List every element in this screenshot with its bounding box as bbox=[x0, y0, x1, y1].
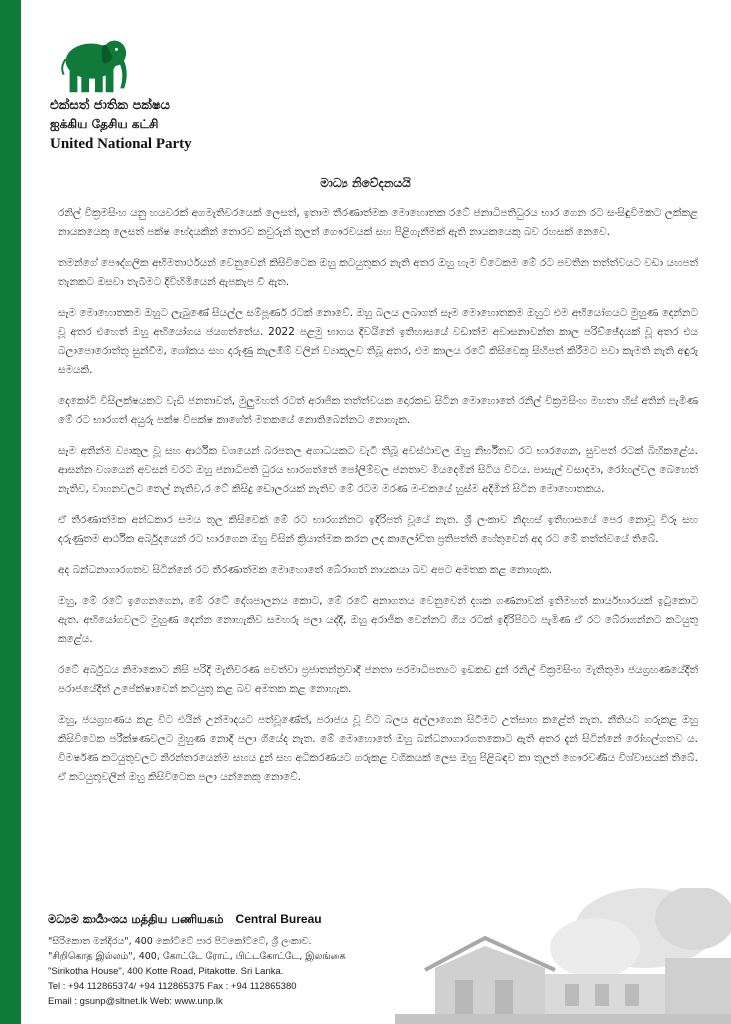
brand-side-bar bbox=[0, 0, 21, 1024]
headquarters-building-image bbox=[395, 888, 731, 1024]
paragraph: තමන්ගේ පෞද්ගලික අභිමතාර්ථයන් වෙනුවෙන් කිසිවිටෙක ඔහු කටයුතුකර නැති අතර ඔහු හැම විටෙකම මේ රට පවතින තත්ත්වයට වඩා යහපත් තැනකට ඔසවා තැබීමට දිවිහිමියෙන් ඇපකැප වී ඇත. bbox=[58, 257, 698, 288]
document-title: මාධ්‍ය නිවේදනයයි bbox=[320, 176, 411, 190]
paragraph: ඔහු, ජයග්‍රහණය කළ විට එයින් උන්මාදයට පත්වූණේත්, පරාජය වූ විට බලය අල්ලාගෙන සිටීමට උත්සාහ කළේත් නැත. නීතියට ගරුකළ ඔහු කිසිවිටෙක පරීක්ෂණවලට මුහුණ නොදී පලා ගියේද නැත. මේ මොහොතේ ඔහු බන්ධනාගාරගතකොට ඇති අතර දැන් සිටින්නේ රෝහල්ගතව ය. විමර්ෂණ කටයුතුවලට නිරන්තරයෙන්ම සහය දුන් සහ අධිකරණයට ගරුකළ වගිකයක් ලෙස ඔහු පිළිබඳව කා තුලත් ගෞරවණීය විශ්වාසයක් තිබේ. ඒ කටයුතුවලින් ඔහු කිසිවිටෙක පලා යන්නෙකු නොවේ. bbox=[58, 714, 698, 783]
address-english: "Sirikotha House", 400 Kotte Road, Pitakotte. Sri Lanka. bbox=[48, 966, 284, 977]
paragraph: ඒ තීරණාත්මක අන්ධකාර සමය තුල කිසිවෙක් මේ රට භාරගන්නට ඉදිරිපත් වූයේ නැත. ශ්‍රී ලංකාව නිදහස් ඉතිහාසයේ පෙර නොවූ විරූ සහ දරුණුතම ආර්ථික අර්බුදයෙන් රට භාරගෙන ඔහු විසින් ක්‍රියාත්මක කරන ලද කාලෝචිත ප්‍රතිපත්ති හේතුවෙන් අද රට මේ තත්ත්වයේ තිබේ. bbox=[58, 514, 698, 545]
address-sinhala: "සිරිකොත මන්දිරය", 400 කෝට්ටේ පාර පිටකෝට්ටේ, ශ්‍රී ලංකාව. bbox=[48, 936, 312, 947]
address-tamil: "சிறிகொத இல்லம்", 400, கோட்டே ரோட், பிட்டகோட்டே, இலங்கை bbox=[48, 951, 346, 962]
paragraph: සෑම අතින්ම ව්‍යාකූල වූ සහ ආර්ථික වශයෙන් බරපතල අගාධයකට වැටී තිබූ අවස්ථාවල ඔහු නිර්භීතව රට භාරගෙන, සුවපත් රටක් බිහිකළේය. ආසන්න වශයෙන් අවසන් වරට ඔහු ජනාධිපති ධුරය භාරගත්තේ පෝලිම්වල ජනතාව මියදෙමින් සිටිය විටය. පාසැල් වසාදමා, රෝහල්වල බෙහෙත් නැතිව, වාහනවලට තෙල් නැතිව,ර ටේ කිසිදු ඩොලරයක් නැතිව මේ රටම මරණ මංචකයේ හුස්ම අදිමින් සිටින මොහොතකය. bbox=[58, 445, 698, 495]
document-body bbox=[58, 204, 698, 799]
paragraph: සෑම මොහොතකම ඔහුට ලැබුණේ සියල්ල සම්පූර්ණ රටක් නොවේ. ඔහු බලය ලබාගත් සෑම මොහොතකම ඔහුට එම අභියෝගයට මුහුණ දෙන්නට වූ අතර එහෙත් ඔහු අභියෝගය ජයගත්තේය. 2022 පළමු භාගය දිවයිනේ ඉතිහාසයේ වඩාත්ම අවාසනාවන්ත කාල පරිච්ඡේදයක් වූ අතර එය බලාපොරොත්තු සුන්වීම, ශෝකය සහ දරුණු කැලඹීම් වලින් ව්‍යාකූලව තිබූ අතර, එම කාලය රටේ කිසිවෙකු සිහිපත් කිරීමට පවා කැමති නැති අඳුරු සමයකි. bbox=[58, 307, 698, 376]
paragraph: දෙකෝටි විසිලක්ෂයකට වැඩි ජනතාවත්, මුලුමහත් රටත් අරාජික තත්ත්වයක දොරකඩ සිටින මොහොතේ රනිල් වික්‍රමසිංහ මහතා හිස් අතින් පැමිණ මේ රට භාරගත් අයුරු පක්ෂ විපක්ෂ කාගේත් මතකයේ නොතිබෙන්නට නොහැක. bbox=[58, 395, 698, 426]
party-name-sinhala: එක්සත් ජාතික පක්ෂය bbox=[50, 98, 171, 113]
bureau-english-name: Central Bureau bbox=[235, 912, 322, 926]
party-name-english: United National Party bbox=[50, 136, 192, 152]
paragraph: අද බන්ධනාගාරගතව සිටින්නේ රට තීරණාත්මක මොහොතේ බේරාගත් නායකයා බව අපට අමතක කළ නොහැක. bbox=[58, 564, 552, 576]
letterhead bbox=[48, 14, 308, 164]
bureau-local-name: මධ්‍යම කාර්‍යාංශය மத்திய பணியகம் bbox=[48, 912, 224, 926]
paragraph: රනිල් වික්‍රමසිංහ යනු හයවරක් අගමැතිවරයෙක් ලෙසත්, ඉතාම තීරණාත්මක මොහොතක රටේ ජනාධිපතිධුරය භාර ගෙන රට සංසිඳුවිමකට ලක්කළ නායකයෙකු ලෙසත් පක්ෂ භේදයකින් තොරව කවුරුන් තුලත් ගෞරවයක් සහ පිළිගැනීමක් ඇති නායකයෙකු බව රහසක් නෙවෙ. bbox=[58, 207, 698, 238]
paragraph: රටේ අර්බුධය නිමාකොට නිසි පරිදි මැතිවරණ පවත්වා ප්‍රජාතන්ත්‍රවාදී ජනතා පරමාධිපත්‍යට ඉඩකඩ දුන් රනිල් වික්‍රමසිංහ මැතිතුමා ජයග්‍රහණයේදීත් පරාජයේදීත් උපේක්ෂාවෙන් කටයුතු කළ බව අමතක කළ නොහැක. bbox=[58, 664, 698, 695]
contact-phone-fax: Tel : +94 112865374/ +94 112865375 Fax : +94 112865380 bbox=[48, 981, 297, 992]
elephant-icon bbox=[54, 24, 132, 102]
contact-email-web: Email : gsunp@sltnet.lk Web: www.unp.lk bbox=[48, 996, 223, 1007]
party-name-tamil: ஐக்கிய தேசிய கட்சி bbox=[50, 117, 159, 131]
paragraph: ඔහු, මේ රටේ ඉගෙනගෙන, මේ රටේ දේශපාලනය කොට, මේ රටේ අනාගතය වෙනුවෙන් දශක ගණනාවක් ඉතිමහත් කාර්යභාරයක් ඉටුකොට ඇත. අභියෝගවලට මුහුණ දෙන්න නොහැකිව සමහරු පලා යද්දී, ඔහු අරාජික වෙන්නට ගිය රටක් ඉදිරිපිටට පැමිණ ඒ රට බේරාගන්නට කටයුතු කළේය. bbox=[58, 595, 698, 645]
